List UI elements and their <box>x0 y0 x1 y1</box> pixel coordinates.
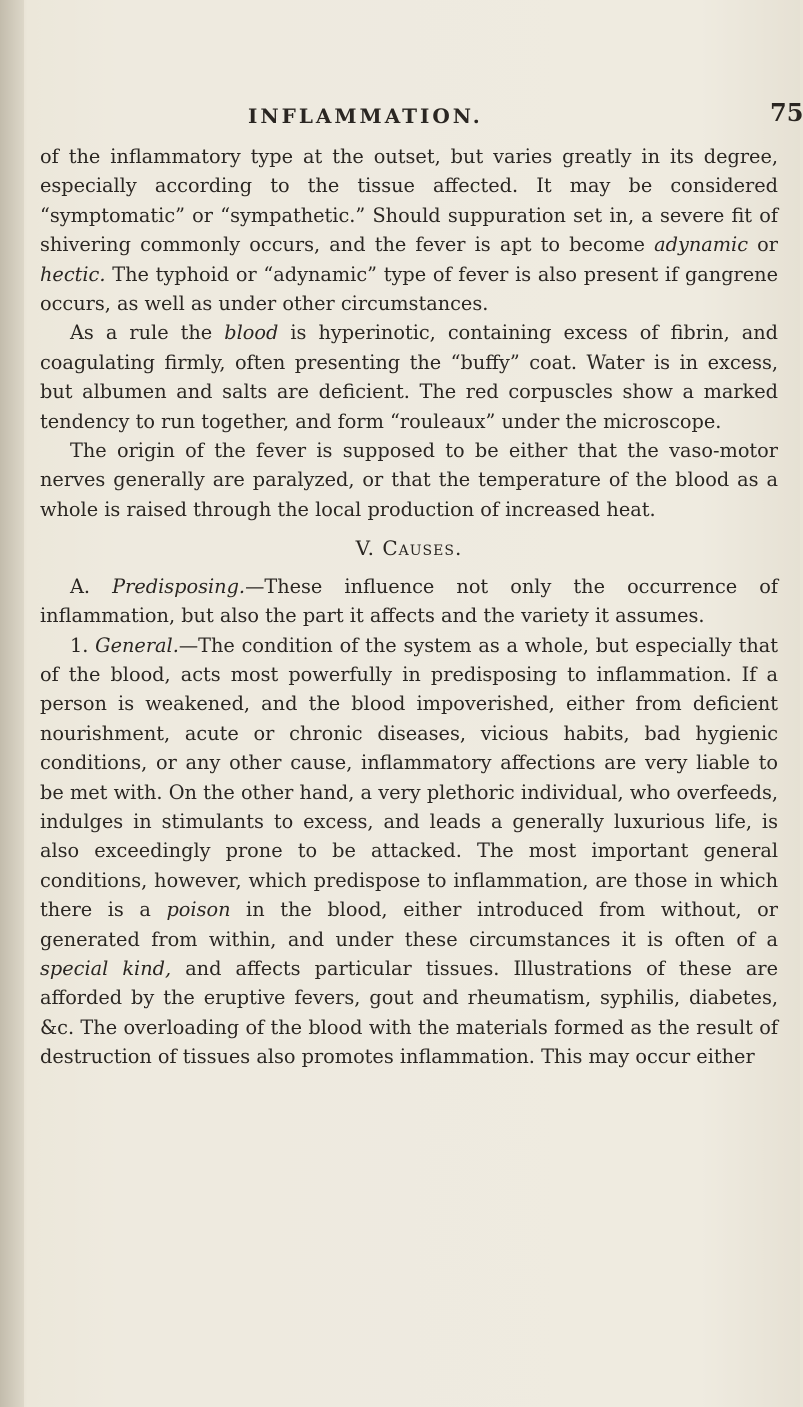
italic-term-adynamic: adynamic <box>654 233 749 257</box>
paragraph-predisposing: A. Predisposing.—These influence not only the occurrence of inflammation, but also the part it affects and the variety it assumes. <box>40 574 778 628</box>
running-title: INFLAMMATION. <box>248 104 483 128</box>
body-text <box>40 142 778 1072</box>
page-number: 75 <box>770 98 803 127</box>
paragraph-fever-type: of the inflammatory type at the outset, but varies greatly in its degree, especially according to the tissue affected. It may be considered “symptomatic” or “sympathetic.” Should suppuration set in, a severe fit of shivering commonly occurs, and the fever is apt to become adynamic or hectic. The typhoid or “adynamic” type of fever is also present if gangrene occurs, as well as under other circumstances. <box>40 145 778 316</box>
italic-term-blood: blood <box>224 321 279 345</box>
binding-gutter-shadow <box>0 0 24 1407</box>
paragraph-general: 1. General.—The condition of the system as a whole, but especially that of the blood, acts most powerfully in predisposing to inflammation. If a person is weakened, and the blood impoverished, either from deficient nourishment, acute or chronic diseases, vicious habits, bad hygienic conditions, or any other cause, inflammatory affections are very liable to be met with. On the other hand, a very plethoric individual, who overfeeds, indulges in stimulants to excess, and leads a generally luxurious life, is also exceedingly prone to be attacked. The most important general conditions, however, which predispose to inflammation, are those in which there is a poison in the blood, either introduced from without, or generated from within, and under these circumstances it is often of a special kind, and affects particular tissues. Illustrations of these are afforded by the eruptive fevers, gout and rheumatism, syphilis, diabetes, &c. The overloading of the blood with the materials formed as the result of destruction of tissues also promotes inflammation. This may occur either <box>40 633 778 1069</box>
italic-term-predisposing: Predisposing. <box>112 574 246 598</box>
paragraph-fever-origin: The origin of the fever is supposed to be either that the vaso-motor nerves generally are paralyzed, or that the temperature of the blood as a whole is raised through the local production of increased heat. <box>40 439 778 521</box>
italic-term-hectic: hectic. <box>40 262 106 286</box>
italic-term-general: General. <box>95 633 179 657</box>
italic-term-special-kind: special kind, <box>40 956 172 980</box>
section-heading-causes: V. Causes. <box>355 536 463 561</box>
italic-term-poison: poison <box>166 898 231 922</box>
paragraph-blood: As a rule the blood is hyperinotic, containing excess of fibrin, and coagulating firmly, often presenting the “buffy” coat. Water is in excess, but albumen and salts are deficient. The red corpuscles show a marked tendency to run together, and form “rouleaux” under the microscope. <box>40 321 778 433</box>
